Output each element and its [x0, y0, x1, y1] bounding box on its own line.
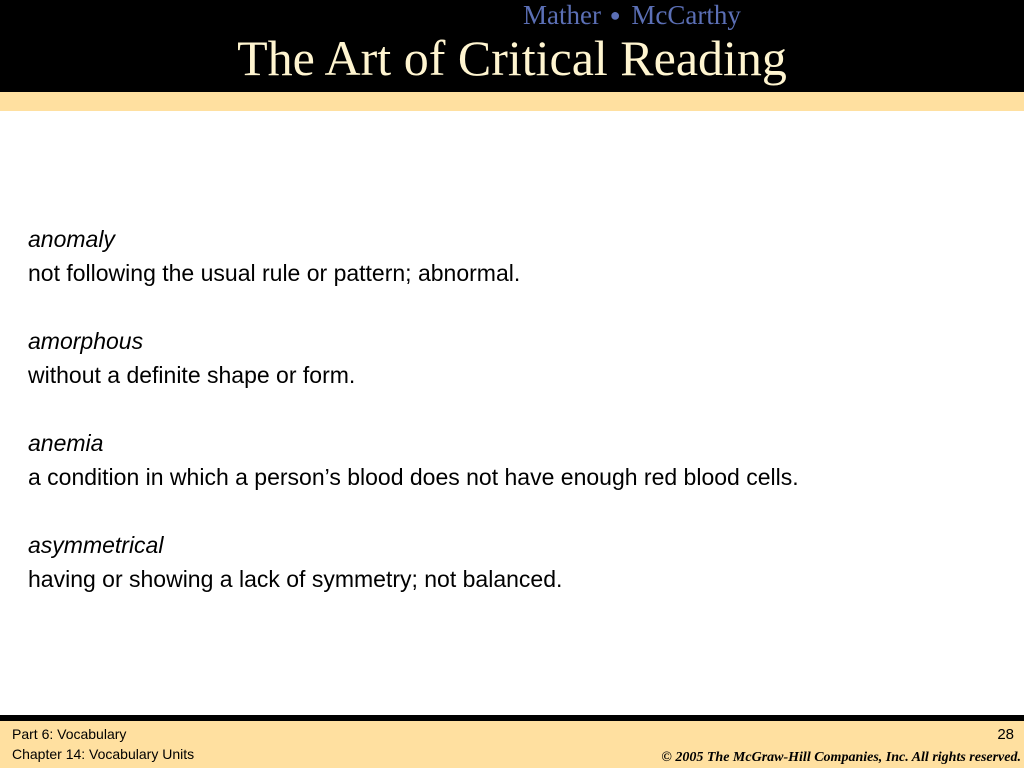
vocabulary-list: [28, 222, 1008, 630]
slide-title: The Art of Critical Reading: [237, 30, 787, 86]
header-accent-band: [0, 92, 1024, 111]
vocabulary-definition: a condition in which a person’s blood does not have enough red blood cells.: [28, 464, 799, 490]
vocabulary-term: amorphous: [28, 328, 144, 354]
page-number: 28: [997, 726, 1014, 743]
author-mather: Mather: [523, 0, 601, 30]
vocabulary-entry: [28, 222, 1008, 290]
slide-footer: [0, 721, 1024, 768]
footer-section: Part 6: Vocabulary: [12, 726, 127, 742]
vocabulary-definition: having or showing a lack of symmetry; not balanced.: [28, 566, 563, 592]
vocabulary-entry: [28, 324, 1008, 392]
vocabulary-entry: [28, 426, 1008, 494]
vocabulary-definition: not following the usual rule or pattern; abnormal.: [28, 260, 521, 286]
vocabulary-term: asymmetrical: [28, 532, 164, 558]
footer-source: [12, 724, 194, 764]
vocabulary-entry: [28, 528, 1008, 596]
vocabulary-term: anemia: [28, 430, 104, 456]
bullet-separator: ●: [609, 5, 621, 25]
slide-header: [0, 0, 1024, 92]
footer-chapter: Chapter 14: Vocabulary Units: [12, 746, 195, 762]
copyright-notice: © 2005 The McGraw-Hill Companies, Inc. All rights reserved.: [661, 750, 1021, 765]
author-mccarthy: McCarthy: [631, 0, 741, 30]
vocabulary-term: anomaly: [28, 226, 115, 252]
authors-line: [523, 0, 741, 30]
vocabulary-definition: without a definite shape or form.: [28, 362, 356, 388]
